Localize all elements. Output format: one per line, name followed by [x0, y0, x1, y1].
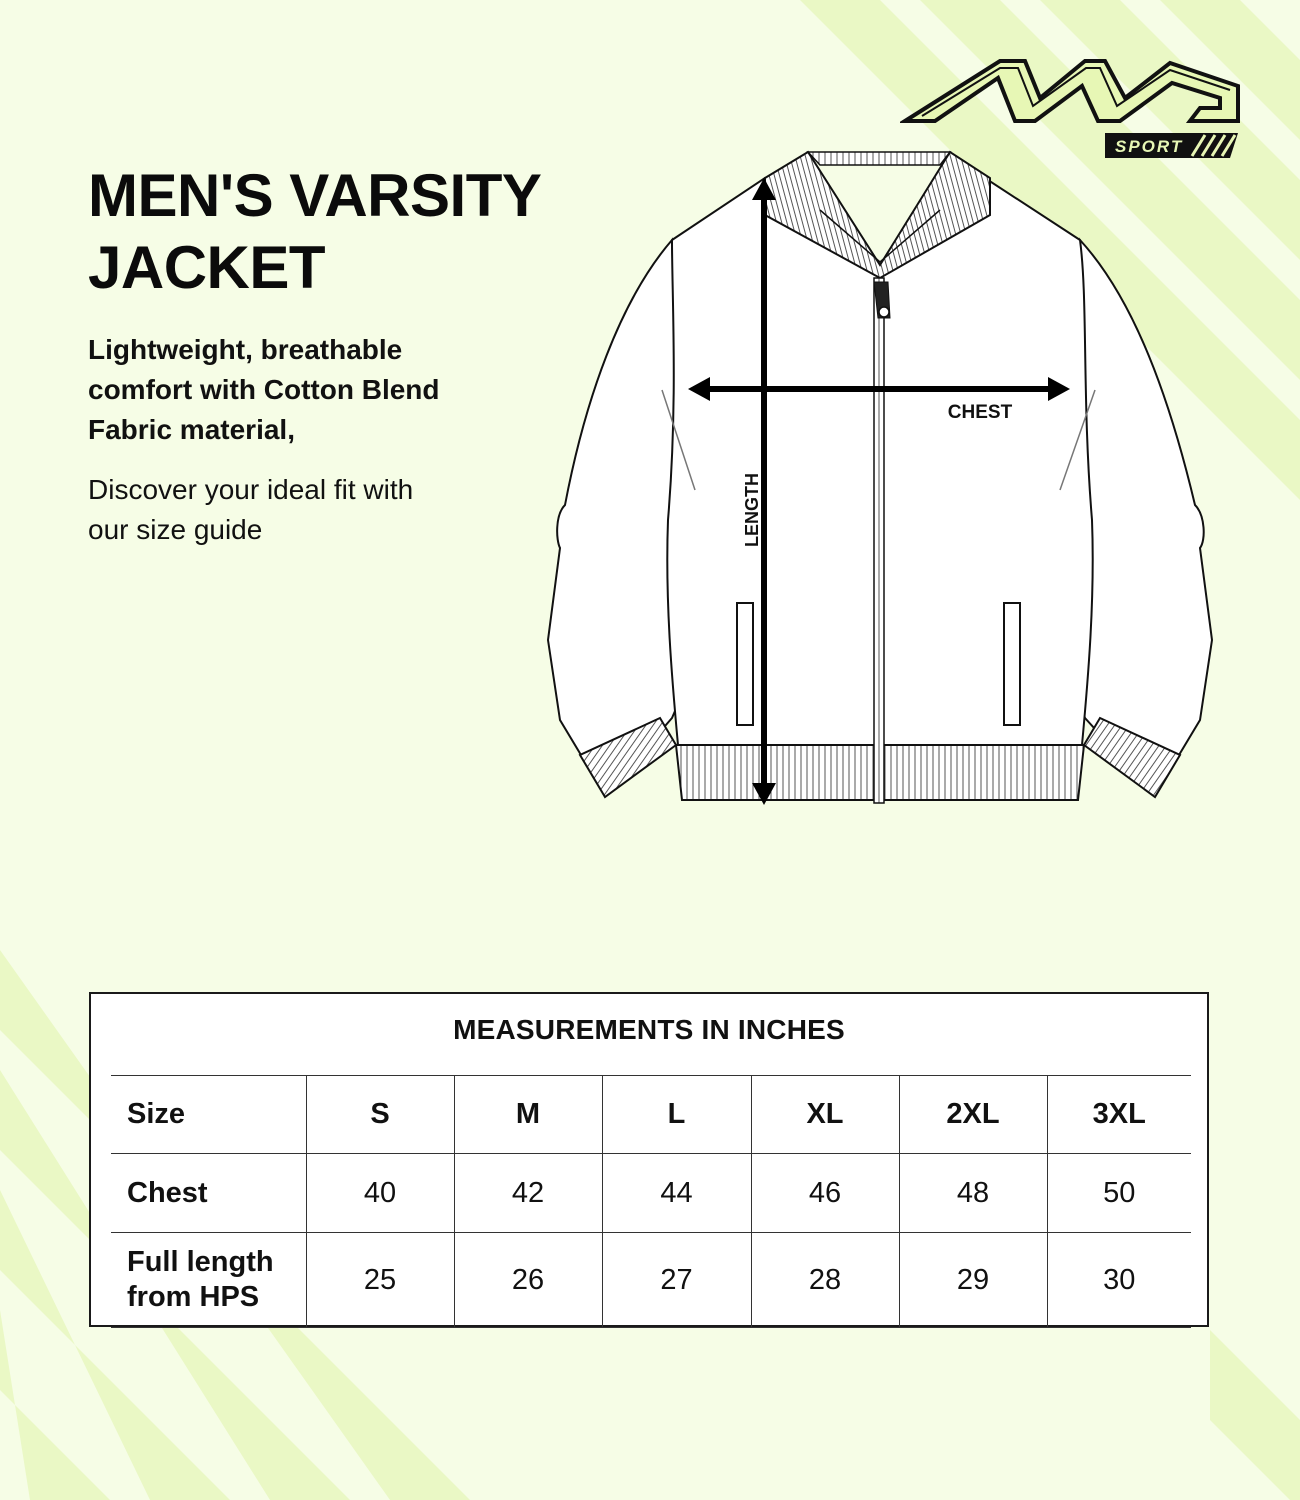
product-subtitle: Discover your ideal fit with our size guide	[88, 474, 414, 545]
table-heading: MEASUREMENTS IN INCHES	[453, 1014, 845, 1045]
header-cell: L	[602, 1076, 751, 1154]
product-lead: Lightweight, breathable comfort with Cotton Blend Fabric material,	[88, 334, 440, 445]
jacket-diagram	[540, 145, 1220, 825]
table-cell: 46	[751, 1154, 899, 1233]
table-header-row	[111, 1076, 1191, 1154]
table-cell: 42	[454, 1154, 602, 1233]
chest-label: CHEST	[947, 402, 1013, 423]
table-cell: 26	[454, 1233, 602, 1328]
header-cell: 2XL	[899, 1076, 1047, 1154]
table-cell: 29	[899, 1233, 1047, 1328]
table-cell: 40	[306, 1154, 454, 1233]
header-cell: XL	[751, 1076, 899, 1154]
size-table-card	[89, 992, 1209, 1327]
table-row	[111, 1154, 1191, 1233]
header-cell: M	[454, 1076, 602, 1154]
table-cell: 44	[602, 1154, 751, 1233]
logo-badge-text: SPORT	[1115, 137, 1184, 156]
header-cell: S	[306, 1076, 454, 1154]
product-title: MEN'S VARSITY JACKET	[88, 162, 542, 301]
row-label: Full length from HPS	[111, 1233, 306, 1328]
table-cell: 50	[1047, 1154, 1191, 1233]
table-row	[111, 1233, 1191, 1328]
table-cell: 27	[602, 1233, 751, 1328]
row-label: Chest	[111, 1154, 306, 1233]
table-cell: 48	[899, 1154, 1047, 1233]
length-label: LENGTH	[742, 473, 762, 547]
size-table	[111, 1075, 1191, 1328]
table-cell: 30	[1047, 1233, 1191, 1328]
table-cell: 25	[306, 1233, 454, 1328]
header-cell: Size	[111, 1076, 306, 1154]
header-cell: 3XL	[1047, 1076, 1191, 1154]
table-cell: 28	[751, 1233, 899, 1328]
